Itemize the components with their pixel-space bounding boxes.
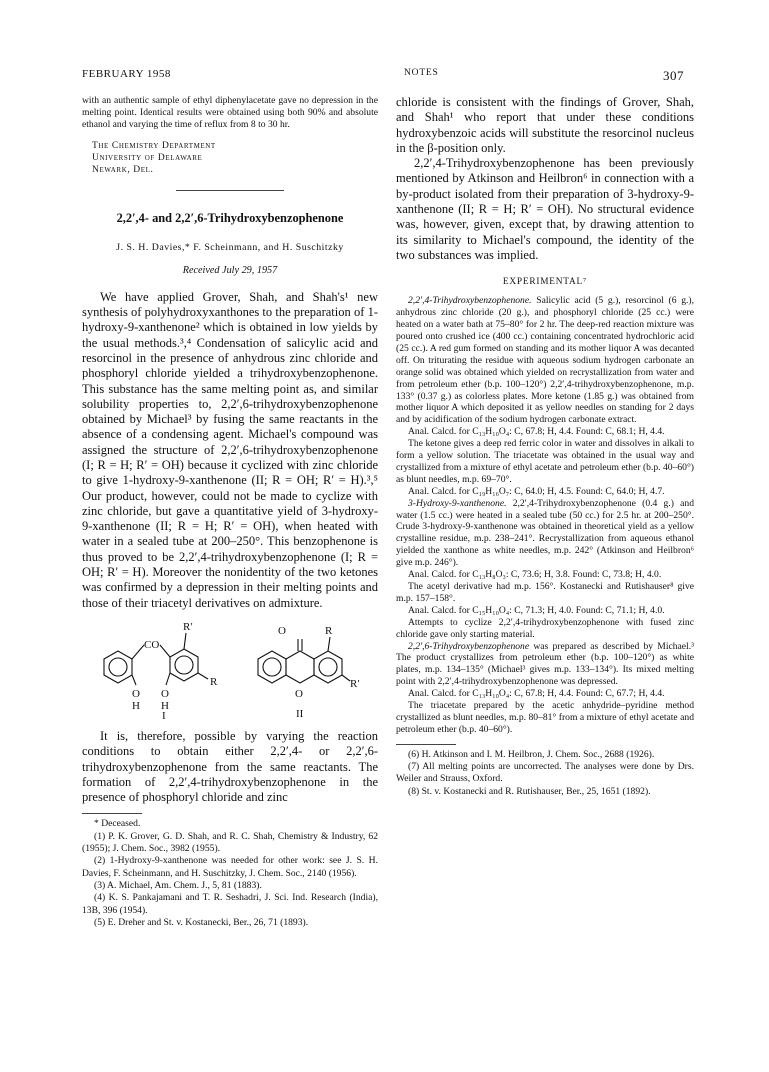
structure-II-label: II <box>296 707 304 719</box>
experimental-prep-3 <box>396 641 694 689</box>
footnote-3: (3) A. Michael, Am. Chem. J., 5, 81 (1883). <box>94 879 262 891</box>
paragraph-atkinson: 2,2′,4-Trihydroxybenzophenone has been previously mentioned by Atkinson and Heilbron⁶ in connection with a by-product isolated from their preparation of 3-hydroxy-9-xanthenone (II; R = H; R′ = OH). No structural evidence was, however, given, except that, by drawing attention to its similarity to Michael's compound, the identity of the two substances was implied. <box>396 156 694 262</box>
structure-I-oxygen-left: O <box>132 687 140 700</box>
received-date: Received July 29, 1957 <box>182 264 278 276</box>
left-column <box>82 95 378 929</box>
experimental-anal-4: Anal. Calcd. for C₁₅H₁₀O₄: C, 71.3; H, 4.0. Found: C, 71.1; H, 4.0. <box>408 604 665 616</box>
affiliation-department: The Chemistry Department <box>92 140 216 151</box>
footnote-deceased: * Deceased. <box>94 818 141 830</box>
article-separator-rule <box>176 190 284 191</box>
structure-I-r-prime-label: R′ <box>183 620 193 633</box>
experimental-prep-1-text: Salicylic acid (5 g.), resorcinol (6 g.), anhydrous zinc chloride (20 g.), and phosphoryl chloride (25 cc.) were heated on a water bath at 75–80° for 2 hr. The deep-red reaction mixture was poured onto crushed ice (400 cc.) containing concentrated hydrochloric acid (25 cc.). A red gum formed on standing and its mother liquor A was decanted off. On triturating the residue with aqueous sodium hydrogen carbonate an orange solid was obtained which yielded on recrystallization from water and from petroleum ether (b.p. 100–120°) 2,2′,4-trihydroxybenzophenone, m.p. 133° (0.37 g.) as colorless plates. More ketone (1.85 g.) was obtained from mother liquor A which deposited it as yellow needles on standing for 2 days and by acidification of the sodium hydrogen carbonate extract. <box>396 295 694 426</box>
structure-II-ring-c <box>314 651 342 683</box>
footnote-8: (8) St. v. Kostanecki and R. Rutishauser, Ber., 25, 1651 (1892). <box>408 785 651 797</box>
experimental-prep-1-title: 2,2′,4-Trihydroxybenzophenone. <box>408 295 532 307</box>
experimental-heading: EXPERIMENTAL⁷ <box>502 277 588 288</box>
experimental-prep-1 <box>396 295 694 426</box>
structure-I-hydrogen-left: H <box>132 699 140 712</box>
paragraph-continued: chloride is consistent with the findings of Grover, Shah, and Shah¹ who report that under these conditions hydroxybenzoic acids will substitute the resorcinol nucleus in the β-position only. <box>396 95 694 155</box>
structure-I-ring-right <box>170 649 198 681</box>
structure-II-ring-a <box>258 651 286 683</box>
experimental-prep-2-title: 3-Hydroxy-9-xanthenone. <box>408 497 507 509</box>
paragraph-intro: We have applied Grover, Shah, and Shah's¹ new synthesis of polyhydroxyxanthones to the preparation of 1-hydroxy-9-xanthenone² which is obtained in low yields by the usual methods.³,⁴ Condensation of salicylic acid and resorcinol in the presence of anhydrous zinc chloride and phosphoryl chloride yielded a trihydroxybenzophenone. This substance has the same melting point as, and similar solubility properties to, 2,2′,6-trihydroxybenzophenone obtained by Michael³ by fusing the same reactants in the absence of a condensing agent. Michael's compound was assigned the structure of 2,2′,6-trihydroxybenzophenone (I; R = H; R′ = OH) because it cyclized with zinc chloride to give 1-hydroxy-9-xanthenone (II; R = OH; R′ = H).³,⁵ Our product, however, could not be made to cyclize with zinc chloride, but gave a quantitative yield of 3-hydroxy-9-xanthenone (II; R = H; R′ = OH), when heated with water in a sealed tube at 200–250°. This benzophenone is thus proved to be 2,2′,4-trihydroxybenzophenone (I; R = OH; R′ = H). Moreover the nonidentity of the two ketones was confirmed by a depression in their melting points and those of their triacetyl derivatives on admixture. <box>82 289 378 610</box>
structure-I-aromatic-right <box>175 656 193 674</box>
chemical-structures <box>82 617 378 719</box>
structure-diagram <box>82 617 378 719</box>
running-header-section: NOTES <box>404 68 439 78</box>
structure-I-oxygen-right: O <box>161 687 169 700</box>
page-number: 307 <box>663 68 684 83</box>
footnote-4: (4) K. S. Pankajamani and T. R. Seshadri, J. Sci. Ind. Research (India), 13B, 396 (1954). <box>82 892 378 916</box>
experimental-prep-2-text: 2,2′,4-Trihydroxybenzophenone (0.4 g.) and water (1.5 cc.) were heated in a sealed tube (50 cc.) for 2.5 hr. at 200–250°. Crude 3-hydroxy-9-xanthenone was obtained in theoretical yield as a yellow crystalline residue, m.p. 238–241°. Recrystallization from aqueous ethanol yielded the xanthone as white needles, m.p. 242° (Atkinson and Heilbron⁶ give m.p. 246°). <box>396 497 694 569</box>
experimental-prep-3-text: was prepared as described by Michael.³ The product crystallizes from petroleum ether (b.p. 100–120°) as white plates, m.p. 134–135° (Michael³ gives m.p. 133–134°). Its mixed melting point with 2,2′,4-trihydroxybenzophenone was depressed. <box>396 640 694 688</box>
footnote-rule-right <box>396 744 456 745</box>
structure-I-ring-left <box>104 651 132 683</box>
previous-article-tail: with an authentic sample of ethyl diphenylacetate gave no depression in the melting point. Identical results were obtained using both 90% and absolute ethanol and varying the time of reflux from 8 to 30 hr. <box>82 95 378 130</box>
experimental-anal-2: Anal. Calcd. for C₁₉H₁₆O₇: C, 64.0; H, 4.5. Found: C, 64.0; H, 4.7. <box>408 485 665 497</box>
right-column <box>396 95 694 798</box>
structure-I-carbonyl-label: CO <box>144 638 160 651</box>
paragraph-conclusion: It is, therefore, possible by varying the reaction conditions to obtain either 2,2′,4- or 2,2′,6-trihydroxybenzophenone from the same reactants. The formation of 2,2′,4-trihydroxybenzophenone in the presence of phosphoryl chloride and zinc <box>82 728 378 805</box>
experimental-anal-3: Anal. Calcd. for C₁₃H₈O₃: C, 73.6; H, 3.8. Found: C, 73.8; H, 4.0. <box>408 569 662 581</box>
footnote-1: (1) P. K. Grover, G. D. Shah, and R. C. Shah, Chemistry & Industry, 62 (1955); J. Chem. Soc., 3982 (1955). <box>82 830 378 855</box>
footnote-7: (7) All melting points are uncorrected. The analyses were done by Drs. Weiler and Strauss, Oxford. <box>396 761 694 785</box>
structure-II-ring-b <box>286 651 314 683</box>
running-header-date: FEBRUARY 1958 <box>82 68 171 80</box>
structure-II-r-label: R <box>325 624 333 637</box>
footnote-rule <box>82 813 142 814</box>
footnote-2: (2) 1-Hydroxy-9-xanthenone was needed for other work: see J. S. H. Davies, F. Scheinmann, and H. Suschitzky, J. Chem. Soc., 2140 (1956). <box>82 855 378 879</box>
structure-I-aromatic-left <box>109 658 127 676</box>
article-title: 2,2′,4- and 2,2′,6-Trihydroxybenzophenone <box>116 210 344 225</box>
structure-I-r-label: R <box>210 675 218 688</box>
experimental-prep-3-title: 2,2′,6-Trihydroxybenzophenone <box>408 640 530 652</box>
structure-II-oxygen-carbonyl: O <box>278 624 286 637</box>
footnote-6: (6) H. Atkinson and I. M. Heilbron, J. Chem. Soc., 2688 (1926). <box>408 748 655 760</box>
article-authors: J. S. H. Davies,* F. Scheinmann, and H. Suschitzky <box>116 241 344 253</box>
experimental-anal-1: Anal. Calcd. for C₁₃H₁₀O₄: C, 67.8; H, 4.4. Found: C, 68.1; H, 4.4. <box>408 426 665 438</box>
footnote-5: (5) E. Dreher and St. v. Kostanecki, Ber., 26, 71 (1893). <box>94 916 309 928</box>
experimental-prep-2 <box>396 498 694 569</box>
affiliation-university: University of Delaware <box>92 152 203 163</box>
structure-I-label: I <box>162 709 166 719</box>
structure-II-oxygen-ring: O <box>295 687 303 700</box>
experimental-acetyl-note: The acetyl derivative had m.p. 156°. Kostanecki and Rutishauser⁸ give m.p. 157–158°. <box>396 581 694 604</box>
experimental-ketone-note: The ketone gives a deep red ferric color in water and dissolves in alkali to form a yellow solution. The triacetate was obtained in the usual way and crystallized from a mixture of ethyl acetate and petroleum ether (b.p. 40–60°) as blunt needles, m.p. 69–70°. <box>396 438 694 485</box>
structure-II-r-prime-label: R′ <box>350 677 360 690</box>
experimental-anal-5: Anal. Calcd. for C₁₃H₁₀O₄: C, 67.8; H, 4.4. Found: C, 67.7; H, 4.4. <box>408 688 665 700</box>
structure-I-hydrogen-right: H <box>161 699 169 712</box>
experimental-cyclize-note: Attempts to cyclize 2,2′,4-trihydroxybenzophenone with fused zinc chloride gave only starting material. <box>396 616 694 640</box>
affiliation-city: Newark, Del. <box>92 164 154 175</box>
experimental-triacetate-note: The triacetate prepared by the acetic anhydride–pyridine method crystallized as blunt needles, m.p. 80–81° from a mixture of ethyl acetate and petroleum ether (b.p. 40–60°). <box>396 700 694 735</box>
